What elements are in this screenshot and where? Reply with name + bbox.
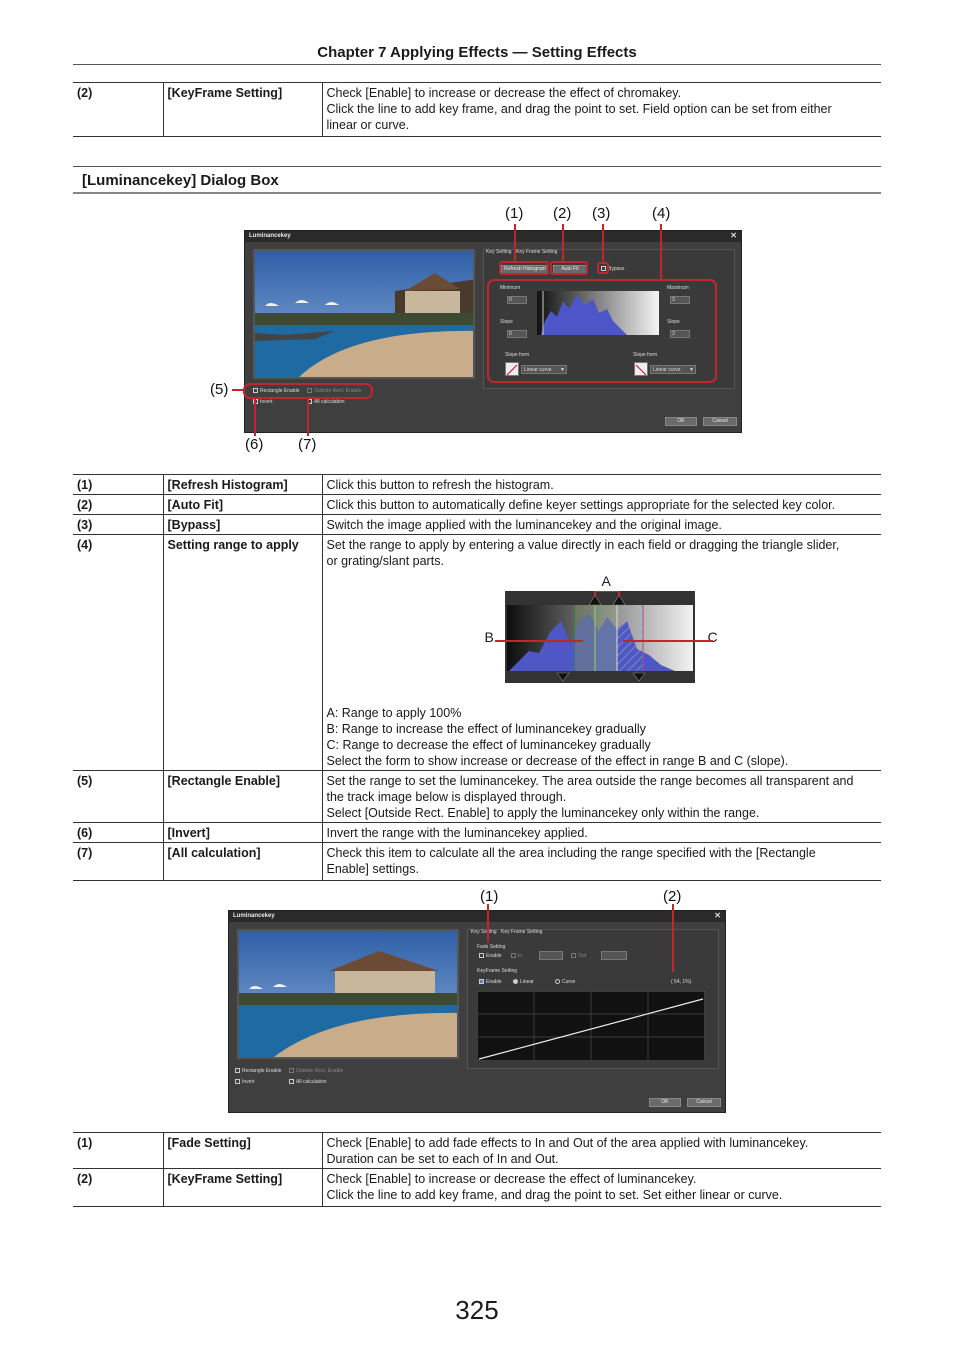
- callout-6: (6): [245, 436, 264, 453]
- slope-value-right: 3: [672, 331, 675, 337]
- table-row: [73, 823, 881, 843]
- description-line: Check [Enable] to add fade effects to In and Out of the area applied with luminancekey.: [326, 1136, 809, 1150]
- callout-4: (4): [652, 205, 671, 222]
- fade-enable-label: Enable: [486, 953, 502, 959]
- curve-label: Curve: [562, 979, 576, 985]
- minimum-label: Minimum: [500, 285, 521, 291]
- row-description: [322, 771, 881, 823]
- callout-box-rect-enable: [244, 384, 372, 398]
- figure-label-c: C: [707, 629, 718, 645]
- linear-label: Linear: [520, 979, 534, 985]
- chapter-header: Chapter 7 Applying Effects — Setting Effects: [317, 44, 637, 61]
- description-line: Duration can be set to each of In and Out.: [326, 1152, 559, 1166]
- description-line: Enable] settings.: [326, 862, 419, 876]
- description-line: the track image below is displayed through.: [326, 790, 567, 804]
- row-number: (4): [73, 535, 163, 771]
- row-description: Switch the image applied with the luminancekey and the original image.: [322, 515, 881, 535]
- description-line: Set the range to set the luminancekey. The area outside the range becomes all transparent and: [326, 774, 854, 788]
- refresh-histogram-button[interactable]: Refresh Histogram: [501, 265, 549, 274]
- row-description: [322, 1169, 881, 1207]
- row-name: [Refresh Histogram]: [163, 475, 322, 495]
- description-line: or grating/slant parts.: [326, 554, 444, 568]
- close-icon[interactable]: ✕: [730, 231, 737, 240]
- luminancekey-settings-table: [73, 474, 881, 881]
- description-line: Set the range to apply by entering a value directly in each field or dragging the triangle slider,: [326, 538, 840, 552]
- row-name: [Bypass]: [163, 515, 322, 535]
- section-title: [Luminancekey] Dialog Box: [73, 166, 881, 194]
- slope-form-value-left: Linear curve: [524, 367, 552, 373]
- range-figure: [327, 573, 878, 705]
- callout-box-bypass: [598, 263, 608, 273]
- description-line: Select [Outside Rect. Enable] to apply the luminancekey only within the range.: [326, 806, 760, 820]
- tab-key-frame-setting[interactable]: Key Frame Setting: [501, 929, 543, 935]
- row-description: [322, 1133, 881, 1169]
- row-number: (1): [73, 1133, 163, 1169]
- callout-1: (1): [480, 888, 499, 905]
- row-number: (6): [73, 823, 163, 843]
- row-description: [322, 843, 881, 881]
- figure-label-a: A: [601, 573, 611, 589]
- page-number: 325: [455, 1295, 499, 1325]
- minimum-value: 0: [509, 297, 512, 303]
- slope-form-label-left: Slope form: [505, 352, 530, 358]
- all-calc-box[interactable]: [289, 1079, 294, 1084]
- tab-key-setting[interactable]: Key Setting: [486, 249, 512, 255]
- ok-button[interactable]: OK: [649, 1098, 681, 1107]
- description-line: linear or curve.: [326, 118, 410, 132]
- callout-1: (1): [505, 205, 524, 222]
- description-line: Check [Enable] to increase or decrease the effect of chromakey.: [326, 86, 682, 100]
- rect-enable-box[interactable]: [235, 1068, 240, 1073]
- table-row: [73, 771, 881, 823]
- close-icon[interactable]: ✕: [714, 911, 721, 920]
- callout-7: (7): [298, 436, 317, 453]
- outside-rect-label: Outside Rect. Enable: [296, 1068, 344, 1074]
- fade-out-label: Out: [578, 953, 587, 959]
- slope-label-left: Slope: [500, 319, 513, 325]
- row-number: (2): [73, 495, 163, 515]
- keyframe-setting-label: KeyFrame Setting: [477, 968, 518, 974]
- rectangle-enable-checkbox[interactable]: [235, 1068, 281, 1074]
- chevron-down-icon: ▼: [560, 367, 565, 373]
- keyframe-enable-label: Enable: [486, 979, 502, 985]
- dialog-title: Luminancekey: [249, 233, 291, 239]
- row-number: (3): [73, 515, 163, 535]
- table-row: [73, 495, 881, 515]
- outside-rect-checkbox[interactable]: [289, 1068, 343, 1074]
- table-row: [73, 843, 881, 881]
- fade-setting-label: Fade Setting: [477, 944, 506, 950]
- callout-box-autofit: [551, 262, 587, 274]
- callout-3: (3): [592, 205, 611, 222]
- row-name: [Invert]: [163, 823, 322, 843]
- invert-label: Invert: [242, 1079, 255, 1085]
- description-line: Check this item to calculate all the area including the range specified with the [Rectangle: [326, 846, 816, 860]
- fade-keyframe-table: [73, 1132, 881, 1207]
- row-description: Invert the range with the luminancekey applied.: [322, 823, 881, 843]
- row-number: (7): [73, 843, 163, 881]
- all-calc-label: All calculation: [314, 399, 345, 405]
- cancel-button[interactable]: Cancel: [687, 1098, 721, 1107]
- slope-form-value-right: Linear curve: [653, 367, 681, 373]
- callout-box-range: [488, 280, 716, 382]
- invert-box[interactable]: [235, 1079, 240, 1084]
- all-calculation-checkbox[interactable]: [289, 1079, 327, 1085]
- row-name: [Rectangle Enable]: [163, 771, 322, 823]
- callout-2: (2): [663, 888, 682, 905]
- invert-label: Invert: [260, 399, 273, 405]
- outside-rect-label: Outside Rect. Enable: [314, 388, 362, 394]
- slope-value-left: 0: [509, 331, 512, 337]
- chevron-down-icon: ▼: [689, 367, 694, 373]
- table-row: [73, 535, 881, 771]
- table-row: [73, 1133, 881, 1169]
- slope-form-label-right: Slope form: [633, 352, 658, 358]
- dialog-title: Luminancekey: [233, 913, 275, 919]
- table-row: [73, 1169, 881, 1207]
- maximum-label: Maximum: [667, 285, 689, 291]
- rect-enable-label: Rectangle Enable: [260, 388, 300, 394]
- outside-rect-box[interactable]: [289, 1068, 294, 1073]
- maximum-value: 3: [672, 297, 675, 303]
- description-line: Click the line to add key frame, and drag the point to set. Set either linear or curve.: [326, 1188, 783, 1202]
- row-description: Click this button to refresh the histogram.: [322, 475, 881, 495]
- range-histogram: [495, 591, 713, 691]
- slope-label-right: Slope: [667, 319, 680, 325]
- row-description: [322, 535, 881, 771]
- cancel-button[interactable]: Cancel: [703, 417, 737, 426]
- row-name: Setting range to apply: [163, 535, 322, 771]
- note-line: Select the form to show increase or decrease of the effect in range B and C (slope).: [326, 754, 789, 768]
- row-description: Click this button to automatically define keyer settings appropriate for the selected key color.: [322, 495, 881, 515]
- description-line: Check [Enable] to increase or decrease the effect of luminancekey.: [326, 1172, 697, 1186]
- callout-lines-2: [0, 880, 954, 1000]
- note-line: B: Range to increase the effect of luminancekey gradually: [326, 722, 646, 736]
- row-name: [All calculation]: [163, 843, 322, 881]
- callout-box-refresh: [500, 262, 548, 274]
- keyframe-readout: ( 54, 1%): [671, 979, 692, 985]
- all-calc-label: All calculation: [296, 1079, 327, 1085]
- figure-label-b: B: [484, 629, 494, 645]
- row-number: (2): [73, 83, 163, 137]
- note-line: C: Range to decrease the effect of luminancekey gradually: [326, 738, 651, 752]
- bypass-label: Bypass: [608, 266, 625, 272]
- row-number: (2): [73, 1169, 163, 1207]
- row-name: [KeyFrame Setting]: [163, 83, 322, 137]
- auto-fit-button[interactable]: Auto Fit: [553, 265, 587, 274]
- description-line: Click the line to add key frame, and drag the point to set. Field option can be set from either: [326, 102, 832, 116]
- callout-5: (5): [210, 381, 229, 398]
- row-number: (1): [73, 475, 163, 495]
- keyframe-graph[interactable]: [477, 991, 705, 1061]
- rect-enable-label: Rectangle Enable: [242, 1068, 282, 1074]
- tab-key-frame-setting[interactable]: Key Frame Setting: [516, 249, 558, 255]
- tab-key-setting[interactable]: Key Setting: [471, 929, 497, 935]
- row-name: [Auto Fit]: [163, 495, 322, 515]
- table-row: [73, 475, 881, 495]
- callout-2: (2): [553, 205, 572, 222]
- note-line: A: Range to apply 100%: [326, 706, 462, 720]
- ok-button[interactable]: OK: [665, 417, 697, 426]
- fade-in-label: In: [518, 953, 523, 959]
- row-name: [KeyFrame Setting]: [163, 1169, 322, 1207]
- table-row: [73, 515, 881, 535]
- invert-checkbox[interactable]: [235, 1079, 255, 1085]
- row-number: (5): [73, 771, 163, 823]
- row-name: [Fade Setting]: [163, 1133, 322, 1169]
- callout-lines-1: [0, 0, 954, 470]
